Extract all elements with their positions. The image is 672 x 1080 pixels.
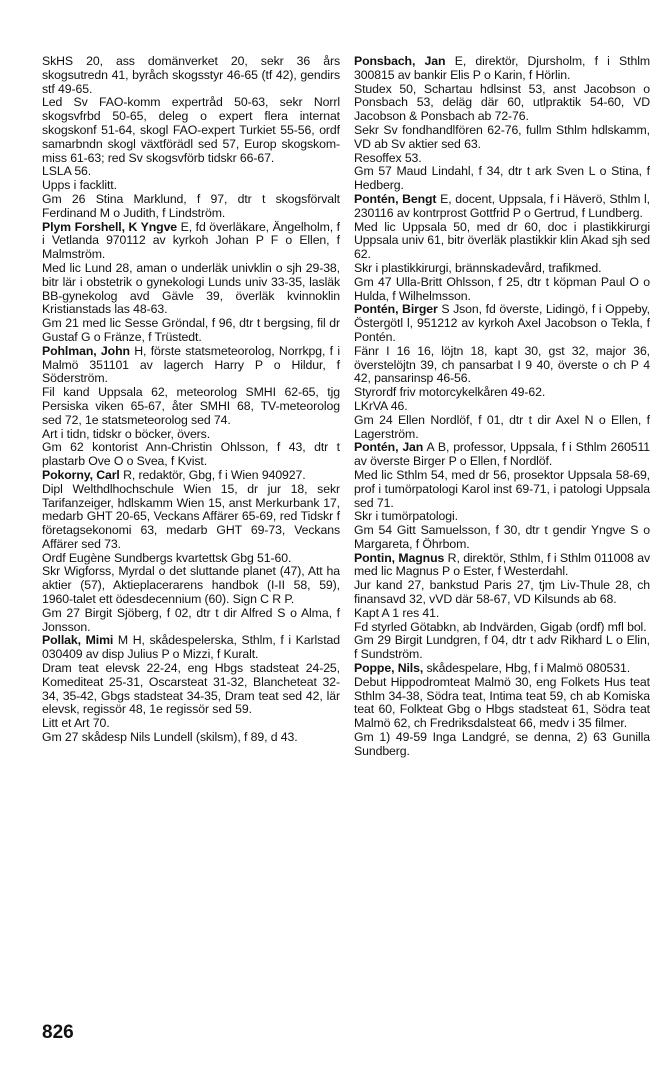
entry-text: Skr i tumörpatologi. [354, 509, 458, 524]
entry-text: Skr Wigforss, Myrdal o det sluttande planet (47), Att ha aktier (57), Aktieplacerarens handbok (I-II 58, 59), 1960-talet ett ödesdecennium (60). Sign C R P. [42, 564, 340, 607]
entry-text: Upps i facklitt. [42, 178, 117, 193]
entry-text: Debut Hippodromteat Malmö 30, eng Folkets Hus teat Sthlm 34-38, Södra teat, Intima teat 59, ch ab Komiska teat 60, Folkteat Gbg o Hbgs stadsteat 61, Södra teat Malmö 62, ch Fredriksdalsteat 66, medv i 35 filmer. [354, 674, 650, 731]
entry-paragraph [354, 621, 650, 635]
entry-text: Gm 27 Birgit Sjöberg, f 02, dtr t dir Alfred S o Alma, f Jonsson. [42, 605, 340, 634]
entry-paragraph [42, 386, 340, 427]
person-name: Poppe, Nils, [354, 661, 424, 676]
entry-text: Sekr Sv fondhandlfören 62-76, fullm Sthlm hdlskamm, VD ab Sv aktier sed 63. [354, 122, 650, 151]
entry-paragraph [354, 414, 650, 442]
entry-paragraph [42, 552, 340, 566]
entry-text: Gm 26 Stina Marklund, f 97, dtr t skogsförvalt Ferdinand M o Judith, f Lindström. [42, 191, 340, 220]
entry-heading-paragraph [354, 193, 650, 221]
entry-text: Fd styrled Götabkn, ab Indvärden, Gigab (ordf) mfl bol. [354, 619, 647, 634]
entry-paragraph [354, 262, 650, 276]
person-name: Pontén, Bengt [354, 191, 437, 206]
entry-paragraph [42, 662, 340, 717]
entry-text: Gm 1) 49-59 Inga Landgré, se denna, 2) 63 Gunilla Sundberg. [354, 730, 650, 758]
entry-paragraph [42, 565, 340, 606]
entry-heading-paragraph [354, 441, 650, 469]
entry-paragraph [42, 731, 340, 745]
entry-paragraph [354, 524, 650, 552]
entry-text: SkHS 20, ass domänverket 20, sekr 36 års skogsutredn 41, byråch skogsstyr 46-65 (tf 42), gendirs stf 49-65. [42, 54, 340, 96]
entry-heading-paragraph [42, 221, 340, 262]
person-name: Pohlman, John [42, 343, 130, 358]
entry-paragraph [354, 386, 650, 400]
entry-text: Litt et Art 70. [42, 716, 110, 731]
entry-paragraph [42, 55, 340, 96]
entry-paragraph [354, 607, 650, 621]
entry-paragraph [354, 124, 650, 152]
entry-text: LSLA 56. [42, 164, 92, 179]
entry-heading-paragraph [42, 634, 340, 662]
left-column [42, 55, 340, 745]
person-name: Pontén, Jan [354, 440, 424, 455]
entry-text: Art i tidn, tidskr o böcker, övers. [42, 426, 211, 441]
entry-text: Med lic Sthlm 54, med dr 56, prosektor Uppsala 58-69, prof i tumörpatologi Karol inst 69-71, i patologi Uppsala sed 71. [354, 467, 650, 510]
entry-text: Gm 29 Birgit Lundgren, f 04, dtr t adv Rikhard L o Elin, f Sundström. [354, 633, 650, 662]
entry-text: Dipl Welthdlhochschule Wien 15, dr jur 18, sekr Tarifanzeiger, hdlskamm Wien 15, anst Merkurbank 17, medarb GHT 20-65, Veckans Affärer 65-69, red Tidskr f företagsekonomi 63, medarb GHT 69-73, Veckans Affärer sed 73. [42, 481, 340, 551]
entry-heading-paragraph [354, 303, 650, 344]
entry-text: Gm 27 skådesp Nils Lundell (skilsm), f 89, d 43. [42, 730, 298, 745]
entry-paragraph [354, 152, 650, 166]
entry-paragraph [42, 179, 340, 193]
entry-paragraph [354, 469, 650, 510]
entry-paragraph [354, 83, 650, 124]
entry-text: Kapt A 1 res 41. [354, 605, 440, 620]
entry-paragraph [42, 165, 340, 179]
entry-paragraph [42, 96, 340, 165]
entry-paragraph [354, 676, 650, 731]
entry-text: E, direktör, Djursholm, f i Sthlm 300815 av bankir Elis P o Karin, f Hörlin. [354, 54, 650, 82]
entry-heading-paragraph [354, 662, 650, 676]
entry-paragraph [42, 262, 340, 317]
entry-paragraph [354, 345, 650, 386]
entry-paragraph [354, 634, 650, 662]
right-column [354, 55, 650, 759]
entry-text: Gm 21 med lic Sesse Gröndal, f 96, dtr t bergsing, fil dr Gustaf G o Fränze, f Trüstedt. [42, 316, 340, 344]
entry-text: Styrordf friv motorcykelkåren 49-62. [354, 385, 546, 400]
entry-paragraph [354, 221, 650, 262]
entry-text: A B, professor, Uppsala, f i Sthlm 260511 av överste Birger P o Ellen, f Nordlöf. [354, 440, 651, 469]
entry-text: Led Sv FAO-komm expertråd 50-63, sekr Norrl skogsvfrbd 50-65, deleg o expert flera internat skogskonf 51-64, skogl FAO-expert Turkiet 55-56, ordf samarbndn skogl växtförädl sed 57, Europ skogskom-miss 61-63; red Sv skogsvförb tidskr 66-67. [42, 95, 340, 165]
entry-text: M H, skådespelerska, Sthlm, f i Karlstad 030409 av disp Julius P o Mizzi, f Kuralt. [42, 633, 340, 662]
entry-text: Gm 57 Maud Lindahl, f 34, dtr t ark Sven L o Stina, f Hedberg. [354, 164, 650, 193]
entry-text: E, fd överläkare, Ängelholm, f i Vetlanda 970112 av kyrkoh Johan P F o Ellen, f Malmström. [42, 219, 340, 262]
entry-paragraph [354, 510, 650, 524]
entry-heading-paragraph [42, 469, 340, 483]
entry-text: Dram teat elevsk 22-24, eng Hbgs stadsteat 24-25, Komediteat 25-31, Oscarsteat 31-32, Blancheteat 32-34, 35-42, Gbgs stadsteat 34-35, Dram teat sed 42, lär elevsk, regissör 48, 1e regissör sed 59. [42, 661, 340, 717]
entry-text: skådespelare, Hbg, f i Malmö 080531. [423, 661, 631, 676]
entry-paragraph [354, 165, 650, 193]
entry-text: R, direktör, Sthlm, f i Sthlm 011008 av med lic Magnus P o Ester, f Westerdahl. [354, 550, 650, 579]
entry-paragraph [354, 731, 650, 759]
entry-paragraph [42, 193, 340, 221]
entry-text: LKrVA 46. [354, 398, 408, 413]
entry-heading-paragraph [354, 552, 650, 580]
entry-text: Med lic Uppsala 50, med dr 60, doc i plastikkirurgi Uppsala univ 61, bitr överläk plastikkir klin Akad sjh sed 62. [354, 219, 650, 262]
entry-heading-paragraph [354, 55, 650, 83]
entry-text: H, förste statsmeteorolog, Norrkpg, f i Malmö 351101 av lagerch Harry P o Hildur, f Söderström. [42, 343, 340, 386]
entry-text: Jur kand 27, bankstud Paris 27, tjm Liv-Thule 28, ch finansavd 32, vVD där 58-67, VD Kilsunds ab 68. [354, 578, 650, 607]
entry-text: Ordf Eugène Sundbergs kvartettsk Gbg 51-60. [42, 550, 292, 565]
person-name: Pollak, Mimi [42, 633, 114, 648]
entry-text: Gm 24 Ellen Nordlöf, f 01, dtr t dir Axel N o Ellen, f Lagerström. [354, 412, 650, 441]
entry-text: Fil kand Uppsala 62, meteorolog SMHI 62-65, tjg Persiska viken 65-67, åter SMHI 68, TV-meteorolog sed 72, 1e statsmeteorolog sed 74. [42, 385, 340, 427]
entry-text: Gm 62 kontorist Ann-Christin Ohlsson, f 43, dtr t plastarb Ove O o Svea, f Kvist. [42, 440, 340, 469]
entry-text: Fänr I 16 16, löjtn 18, kapt 30, gst 32, major 36, överstelöjtn 39, ch pansarbat I 9 40, överste o ch P 4 42, pansarinsp 46-56. [354, 343, 650, 386]
person-name: Pontin, Magnus [354, 550, 445, 565]
person-name: Ponsbach, Jan [354, 54, 446, 68]
entry-paragraph [354, 579, 650, 607]
entry-text: Skr i plastikkirurgi, brännskadevård, trafikmed. [354, 260, 602, 275]
entry-text: Gm 54 Gitt Samuelsson, f 30, dtr t gendir Yngve S o Margareta, f Öhrbom. [354, 523, 650, 551]
entry-paragraph [42, 428, 340, 442]
entry-paragraph [354, 276, 650, 304]
entry-text: Studex 50, Schartau hdlsinst 53, anst Jacobson o Ponsbach 53, deläg där 60, utlpraktik 54-60, VD Jacobson & Ponsbach ab 72-76. [354, 81, 650, 124]
entry-paragraph [42, 607, 340, 635]
entry-text: Med lic Lund 28, aman o underläk univklin o sjh 29-38, bitr lär i obstetrik o gynekologi Lunds univ 33-35, lasläk BB-gynekolog avd Gävle 39, överläk kvinnoklin Kristianstads las 48-63. [42, 260, 340, 317]
entry-paragraph [42, 317, 340, 345]
entry-paragraph [42, 483, 340, 552]
entry-text: S Json, fd överste, Lidingö, f i Oppeby, Östergötl l, 951212 av kyrkoh Axel Jacobson o Tekla, f Pontén. [354, 302, 650, 344]
entry-text: E, docent, Uppsala, f i Häverö, Sthlm l, 230116 av kontrprost Gottfrid P o Gertrud, f Lundberg. [354, 191, 651, 220]
page-number: 826 [42, 1022, 74, 1043]
entry-paragraph [354, 400, 650, 414]
person-name: Pokorny, Carl [42, 467, 120, 482]
entry-paragraph [42, 441, 340, 469]
person-name: Pontén, Birger [354, 302, 438, 317]
entry-text: Gm 47 Ulla-Britt Ohlsson, f 25, dtr t köpman Paul O o Hulda, f Wilhelmsson. [354, 274, 650, 303]
entry-text: Resoffex 53. [354, 150, 422, 165]
entry-paragraph [42, 717, 340, 731]
entry-heading-paragraph [42, 345, 340, 386]
entry-text: R, redaktör, Gbg, f i Wien 940927. [119, 467, 306, 482]
person-name: Plym Forshell, K Yngve [42, 219, 178, 234]
